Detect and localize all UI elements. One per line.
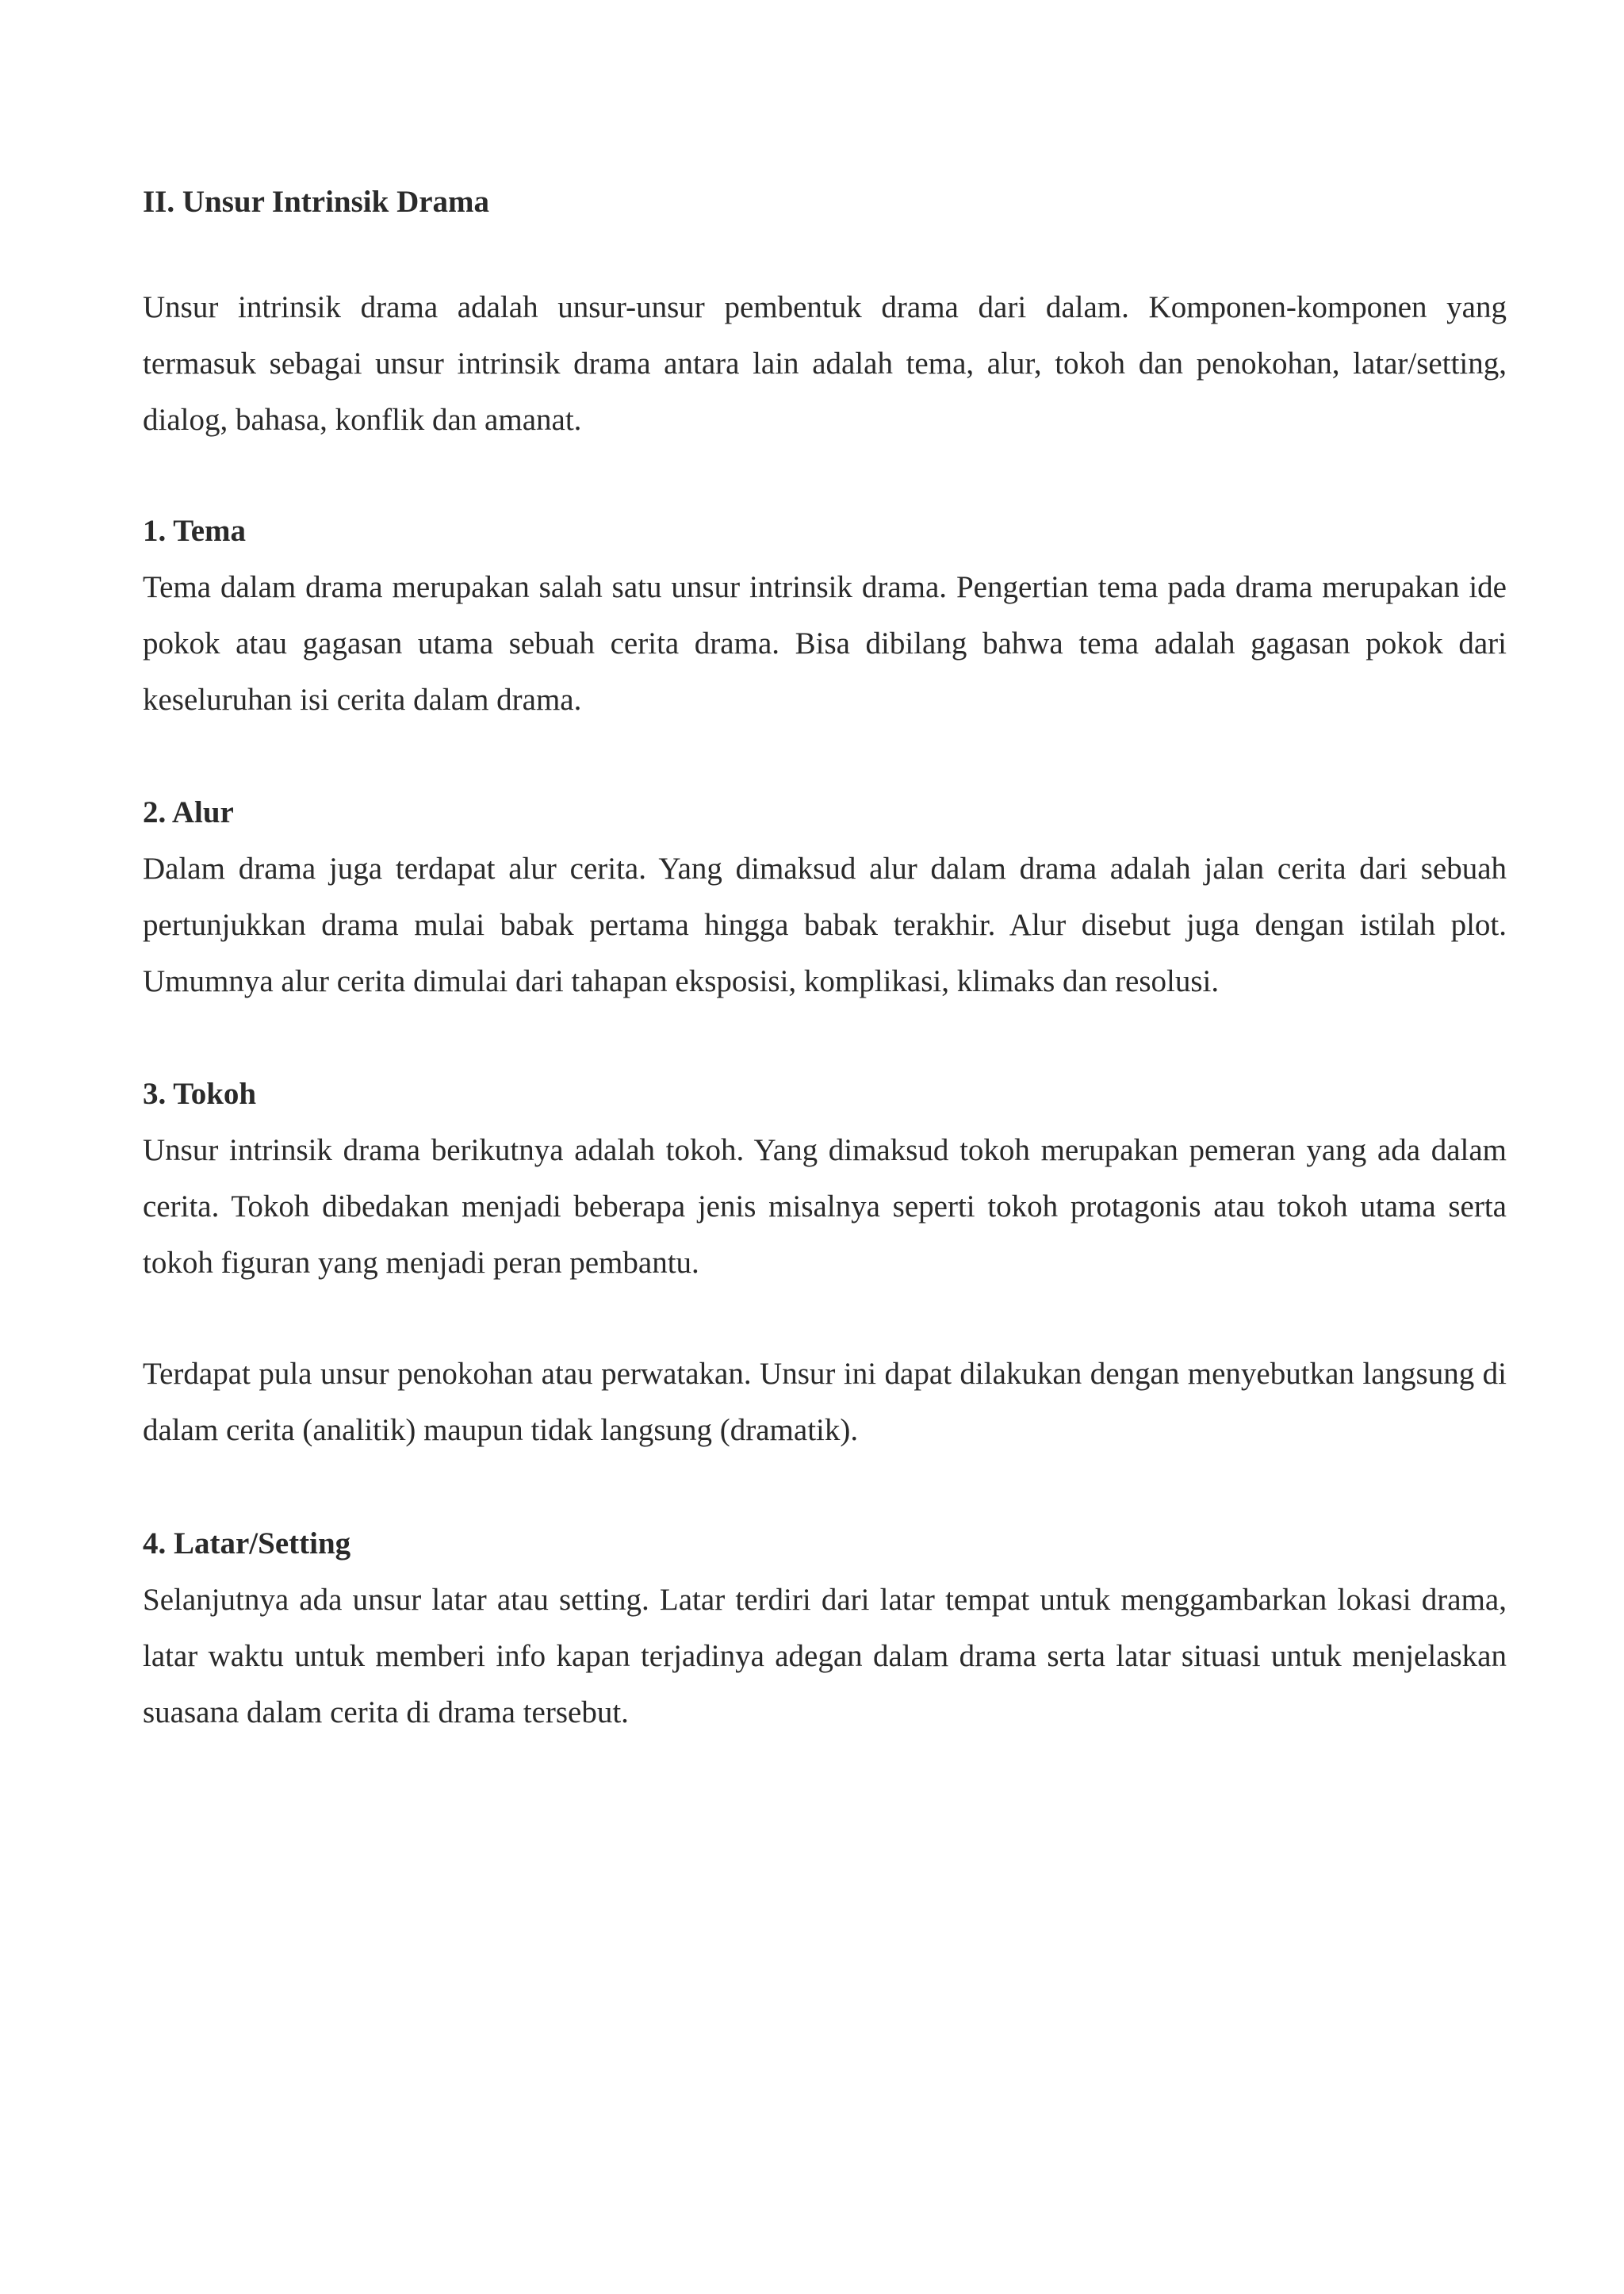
- document-title: II. Unsur Intrinsik Drama: [143, 185, 490, 219]
- section-tema: [143, 503, 1507, 728]
- section-tokoh: [143, 1066, 1507, 1291]
- section-paragraph: Unsur intrinsik drama berikutnya adalah tokoh. Yang dimaksud tokoh merupakan pemeran yang ada dalam cerita. Tokoh dibedakan menjadi beberapa jenis misalnya seperti tokoh protagonis atau tokoh utama serta tokoh figuran yang menjadi peran pembantu.: [143, 1133, 1507, 1280]
- intro-paragraph: Unsur intrinsik drama adalah unsur-unsur pembentuk drama dari dalam. Komponen-komponen yang termasuk sebagai unsur intrinsik drama antara lain adalah tema, alur, tokoh dan penokohan, latar/setting, dialog, bahasa, konflik dan amanat.: [143, 290, 1507, 437]
- section-heading: 3. Tokoh: [143, 1077, 257, 1111]
- penokohan-block: [143, 1346, 1507, 1458]
- section-latar: [143, 1515, 1507, 1741]
- section-paragraph: Tema dalam drama merupakan salah satu unsur intrinsik drama. Pengertian tema pada drama merupakan ide pokok atau gagasan utama sebuah cerita drama. Bisa dibilang bahwa tema adalah gagasan pokok dari keseluruhan isi cerita dalam drama.: [143, 570, 1507, 717]
- section-heading: 1. Tema: [143, 514, 247, 548]
- section-paragraph: Selanjutnya ada unsur latar atau setting. Latar terdiri dari latar tempat untuk menggambarkan lokasi drama, latar waktu untuk memberi info kapan terjadinya adegan dalam drama serta latar situasi untuk menjelaskan suasana dalam cerita di drama tersebut.: [143, 1583, 1507, 1729]
- section-paragraph: Dalam drama juga terdapat alur cerita. Yang dimaksud alur dalam drama adalah jalan cerita dari sebuah pertunjukkan drama mulai babak pertama hingga babak terakhir. Alur disebut juga dengan istilah plot. Umumnya alur cerita dimulai dari tahapan eksposisi, komplikasi, klimaks dan resolusi.: [143, 852, 1507, 998]
- section-heading: 2. Alur: [143, 795, 234, 829]
- section-heading: 4. Latar/Setting: [143, 1526, 351, 1561]
- penokohan-paragraph: Terdapat pula unsur penokohan atau perwatakan. Unsur ini dapat dilakukan dengan menyebutkan langsung di dalam cerita (analitik) maupun tidak langsung (dramatik).: [143, 1357, 1507, 1447]
- intro-block: [143, 279, 1507, 448]
- section-alur: [143, 784, 1507, 1009]
